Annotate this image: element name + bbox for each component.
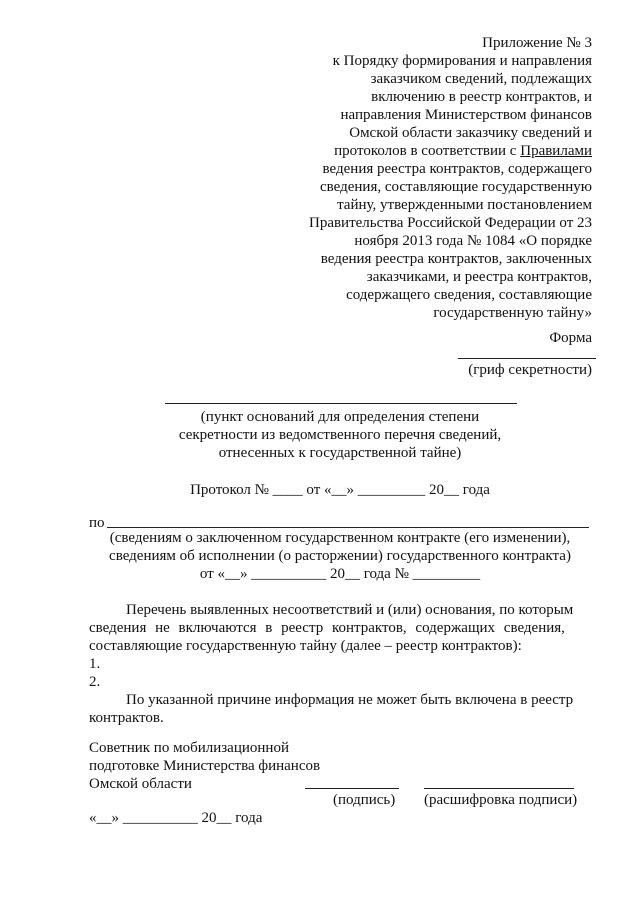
signatory-position-line: подготовке Министерства финансов: [89, 758, 321, 774]
appendix-line: заказчиком сведений, подлежащих: [370, 71, 592, 87]
contract-caption-line: сведениям об исполнении (о расторжении) государственного контракта): [109, 548, 571, 564]
contract-caption-line: (сведениям о заключенном государственном контракте (его изменении),: [109, 530, 571, 546]
signature-caption: (подпись): [333, 792, 396, 808]
basis-caption-line: секретности из ведомственного перечня сведений,: [178, 427, 502, 443]
rules-link[interactable]: Правилами: [520, 143, 592, 159]
basis-field-line[interactable]: [165, 403, 517, 404]
appendix-line: государственную тайну»: [433, 305, 592, 321]
secrecy-field-line[interactable]: [458, 358, 596, 359]
basis-caption-line: отнесенных к государственной тайне): [218, 445, 462, 461]
po-label: по: [89, 515, 105, 531]
appendix-line: Омской области заказчику сведений и: [349, 125, 592, 141]
appendix-line-with-link: [334, 143, 592, 160]
body-paragraph2-line: По указанной причине информация не может быть включена в реестр: [126, 692, 574, 708]
signature-date-line: «__» __________ 20__ года: [89, 810, 263, 826]
protocol-heading: Протокол № ____ от «__» _________ 20__ года: [190, 482, 490, 498]
appendix-line: сведения, составляющие государственную: [320, 179, 592, 195]
form-label: Форма: [549, 330, 592, 346]
signatory-position-line: Советник по мобилизационной: [89, 740, 289, 756]
appendix-line: к Порядку формирования и направления: [332, 53, 592, 69]
appendix-line: Правительства Российской Федерации от 23: [308, 215, 592, 231]
body-paragraph2-line: контрактов.: [89, 710, 164, 726]
secrecy-caption: (гриф секретности): [468, 362, 592, 378]
body-paragraph1-line: составляющие государственную тайну (далее – реестр контрактов):: [89, 638, 522, 654]
appendix-line: направления Министерством финансов: [340, 107, 592, 123]
appendix-line: ведения реестра контрактов, заключенных: [320, 251, 592, 267]
body-paragraph1-line: сведения не включаются в реестр контрактов, содержащих сведения,: [89, 620, 565, 636]
appendix-line: ведения реестра контрактов, содержащего: [322, 161, 592, 177]
signature-decode-field-line[interactable]: [424, 788, 574, 789]
appendix-line: ноября 2013 года № 1084 «О порядке: [354, 233, 592, 249]
list-item: 2.: [89, 674, 101, 690]
basis-caption-line: (пункт оснований для определения степени: [200, 409, 480, 425]
signatory-position-line: Омской области: [89, 776, 192, 792]
appendix-line: заказчиками, и реестра контрактов,: [366, 269, 592, 285]
appendix-line: тайну, утвержденными постановлением: [337, 197, 592, 213]
body-paragraph1-line: Перечень выявленных несоответствий и (или) основания, по которым: [126, 602, 574, 618]
appendix-title: Приложение № 3: [482, 35, 592, 51]
appendix-line-prefix: протоколов в соответствии с: [334, 143, 521, 159]
signature-decode-caption: (расшифровка подписи): [424, 792, 578, 808]
appendix-line: включению в реестр контрактов, и: [371, 89, 592, 105]
appendix-line: содержащего сведения, составляющие: [346, 287, 592, 303]
signature-field-line[interactable]: [305, 788, 399, 789]
po-field-line[interactable]: [107, 527, 589, 528]
contract-date-line: от «__» __________ 20__ года № _________: [199, 566, 481, 582]
list-item: 1.: [89, 656, 101, 672]
